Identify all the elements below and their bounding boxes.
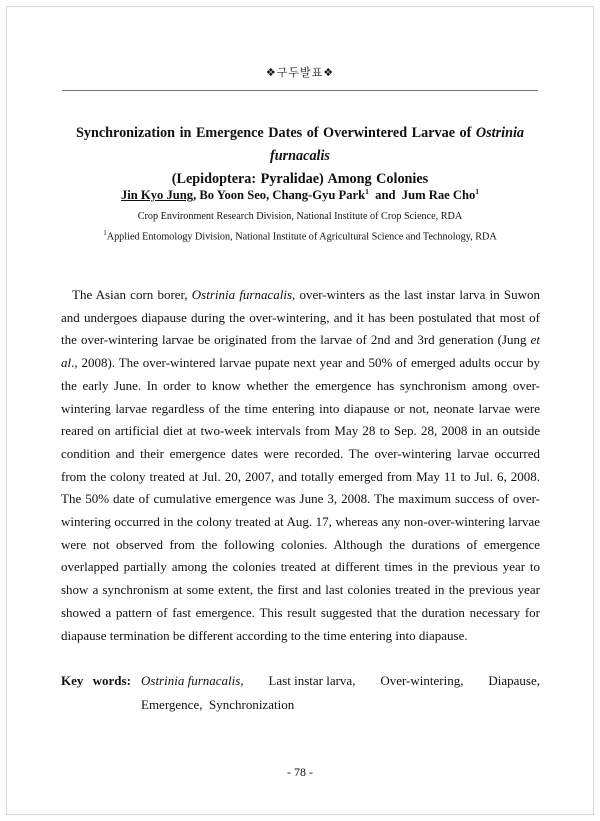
keyword: Synchronization [208, 697, 295, 712]
author-separator: , [266, 188, 273, 203]
author-name: Chang-Gyu Park [272, 188, 366, 203]
affiliation-text: Crop Environment Research Division, National Institute of Crop Science, RDA [137, 211, 463, 222]
author-name: Jum Rae Cho [401, 188, 476, 203]
header-rule [62, 90, 538, 91]
keyword: Ostrinia furnacalis [141, 673, 241, 688]
author-conjunction: and [375, 188, 396, 203]
keywords [61, 669, 540, 717]
session-label: ❖구두발표❖ [265, 66, 335, 79]
keyword: Diapause [488, 673, 537, 688]
page-number: - 78 - [287, 765, 313, 779]
abstract-text: ., 2008). The over-wintered larvae pupate next year and 50% of emerged adults occur by the early June. In order to know whether the emergence has synchronism among over-wintering larvae regardless of the time entering into diapause or not, neonate larvae were reared on artificial diet at two-week intervals from May 28 to Sep. 28, 2008 in an outside condition and their emergence dates were recorded. The over-wintering larvae occurred from the colony treated at Jul. 20, 2007, and totally emerged from May 11 to Jul. 6, 2008. The 50% date of cumulative emergence was June 3, 2008. The maximum success of over-wintering occurred in the colony treated at Aug. 17, whereas any non-over-wintering larvae were not observed from the following colonies. Although the durations of emergence overlapped partially among the colonies treated at different times in the previous year to show a synchronism at some extent, the first and last colonies treated in the previous year showed a pattern of fast emergence. This result suggested that the duration necessary for diapause termination be different according to the time entering into diapause. [61, 355, 540, 643]
keyword: Over-wintering [380, 673, 461, 688]
species-name: Ostrinia furnacalis [191, 287, 293, 302]
paper-title [50, 122, 550, 191]
keywords-list: Ostrinia furnacalis, Last instar larva, Over-wintering, Diapause, Emergence, Synchronization [141, 673, 540, 712]
author-list [0, 187, 600, 203]
author-separator: , [193, 188, 200, 203]
affiliation-marker: 1 [365, 187, 369, 196]
abstract-text: The Asian corn borer, [72, 287, 192, 302]
abstract [61, 284, 540, 647]
title-part2: (Lepidoptera: Pyralidae) Among Colonies [171, 171, 429, 187]
affiliation-text: Applied Entomology Division, National Institute of Agricultural Science and Technology, RDA [106, 231, 497, 243]
author-name: Jin Kyo Jung [120, 188, 194, 203]
affiliation [0, 211, 600, 222]
affiliation-marker: 1 [475, 187, 479, 196]
affiliation-marker: 1 [103, 229, 107, 237]
keyword: Last instar larva [268, 673, 353, 688]
affiliation [0, 229, 600, 242]
keyword: Emergence [141, 697, 200, 712]
keywords-label: Key words: [61, 673, 131, 688]
title-part1: Synchronization in Emergence Dates of Overwintered Larvae of [75, 125, 476, 141]
abstract-text: , over-winters as the last instar larva in Suwon and undergoes diapause during the over-wintering, and it has been postulated that most of the over-wintering larvae be originated from the larvae of 2nd and 3rd generation (Jung [61, 287, 540, 348]
title-species: Ostrinia furnacalis [270, 125, 525, 164]
citation-etal: et al [61, 332, 540, 371]
author-name: Bo Yoon Seo [199, 188, 267, 203]
